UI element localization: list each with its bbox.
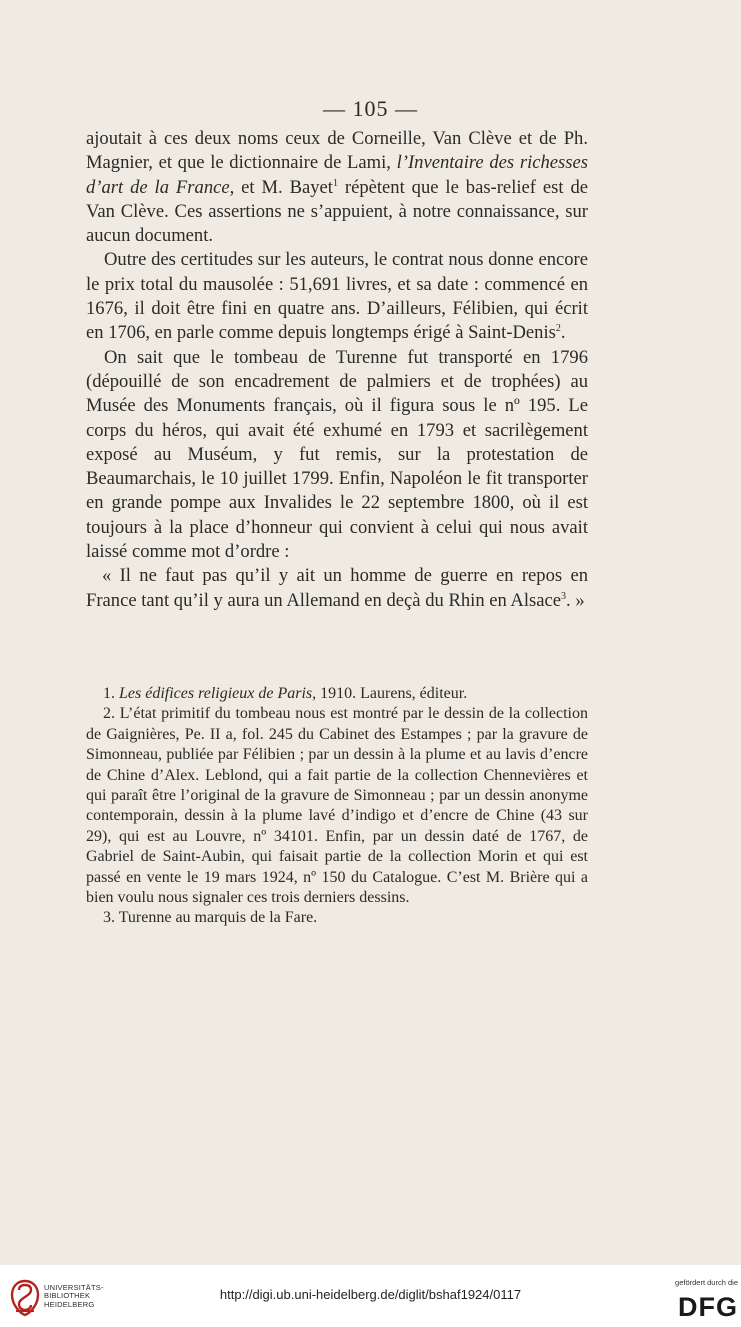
main-text [86, 127, 588, 613]
footnote-ref-2: 2 [555, 323, 561, 335]
text-run: 3. Turenne au marquis de la Fare. [103, 909, 318, 927]
text-run: Outre des certitudes sur les auteurs, le contrat nous donne encore le prix total du mausolée : 51,691 livres, et sa date : commencé en 1676, il doit être fini en quatre ans. D’ailleurs, Félibien, qui écrit en 1706, en parle comme depuis longtemps érigé à Saint-Denis [86, 249, 588, 344]
text-run: On sait que le tombeau de Turenne fut transporté en 1796 (dépouillé de son encadrement de palmiers et de trophées) au Musée des Monuments français, où il figura sous le nº 195. Le corps du héros, qui avait été exhumé en 1793 et sacrilègement exposé au Muséum, y fut remis, sur la protestation de Beaumarchais, le 10 juillet 1799. Enfin, Napoléon le fit transporter en grande pompe aux Invalides le 22 septembre 1800, où il est toujours à la place d’honneur qui convient à celui qui nous avait laissé comme mot d’ordre : [86, 346, 588, 563]
paragraph-2 [86, 248, 588, 345]
text-run: répètent que le bas-relief est de Van Clève. Ces assertions ne s’appuient, à notre connaissance, sur aucun document. [86, 176, 588, 247]
text-run: 2. L’état primitif du tombeau nous est montré par le dessin de la collection de Gaignières, Pe. II a, fol. 245 du Cabinet des Estampes ; par la gravure de Simonneau, publiée par Félibien ; par un dessin à la plume et au lavis d’encre de Chine d’Alex. Leblond, qui a fait partie de la collection Chennevières et qui paraît être l’original de la gravure de Simonneau ; par un dessin anonyme contemporain, dessin à la plume lavé d’indigo et d’encre de Chine (43 sur 29), qui est au Louvre, nº 34101. Enfin, par un dessin daté de 1767, de Gabriel de Saint-Aubin, qui faisait partie de la collection Morin et qui est passé en vente le 19 mars 1924, nº 150 du Catalogue. C’est M. Brière qui a bien voulu nous signaler ces trois derniers dessins. [86, 705, 588, 907]
footnote-ref-1: 1 [332, 177, 338, 189]
footnote-ref-3: 3 [561, 590, 567, 602]
library-line: BIBLIOTHEK [44, 1291, 91, 1301]
text-run: ajoutait à ces deux noms ceux de Corneille, Van Clève et de Ph. Magnier, et que le dictionnaire de Lami, [86, 128, 588, 174]
funding-note: gefördert durch die [675, 1278, 738, 1287]
text-run: 1. [103, 685, 119, 702]
text-run: « Il ne faut pas qu’il y ait un homme de guerre en repos en France tant qu’il y aura un Allemand en deçà du Rhin en Alsace [86, 565, 588, 611]
page-number: — 105 — [323, 96, 418, 121]
dfg-logo: DFG [678, 1292, 738, 1322]
paragraph-4-quote [86, 564, 588, 613]
italic-title: l’Inventaire des richesses d’art de la France [86, 152, 589, 198]
footnote-1 [86, 684, 588, 704]
library-line: UNIVERSITÄTS- [44, 1283, 104, 1292]
library-line: HEIDELBERG [44, 1299, 95, 1309]
text-run: . » [566, 589, 585, 611]
footnotes [86, 684, 588, 929]
footnote-3 [86, 908, 588, 928]
paragraph-1 [86, 127, 588, 248]
text-run: , et M. Bayet [229, 176, 333, 198]
text-run: , 1910. Laurens, éditeur. [312, 685, 468, 702]
italic-title: Les édifices religieux de Paris [119, 685, 313, 702]
text-run: . [560, 322, 566, 344]
paragraph-3 [86, 346, 588, 565]
source-url-link[interactable]: http://digi.ub.uni-heidelberg.de/diglit/bshaf1924/0117 [219, 1287, 522, 1302]
footnote-2 [86, 704, 588, 908]
